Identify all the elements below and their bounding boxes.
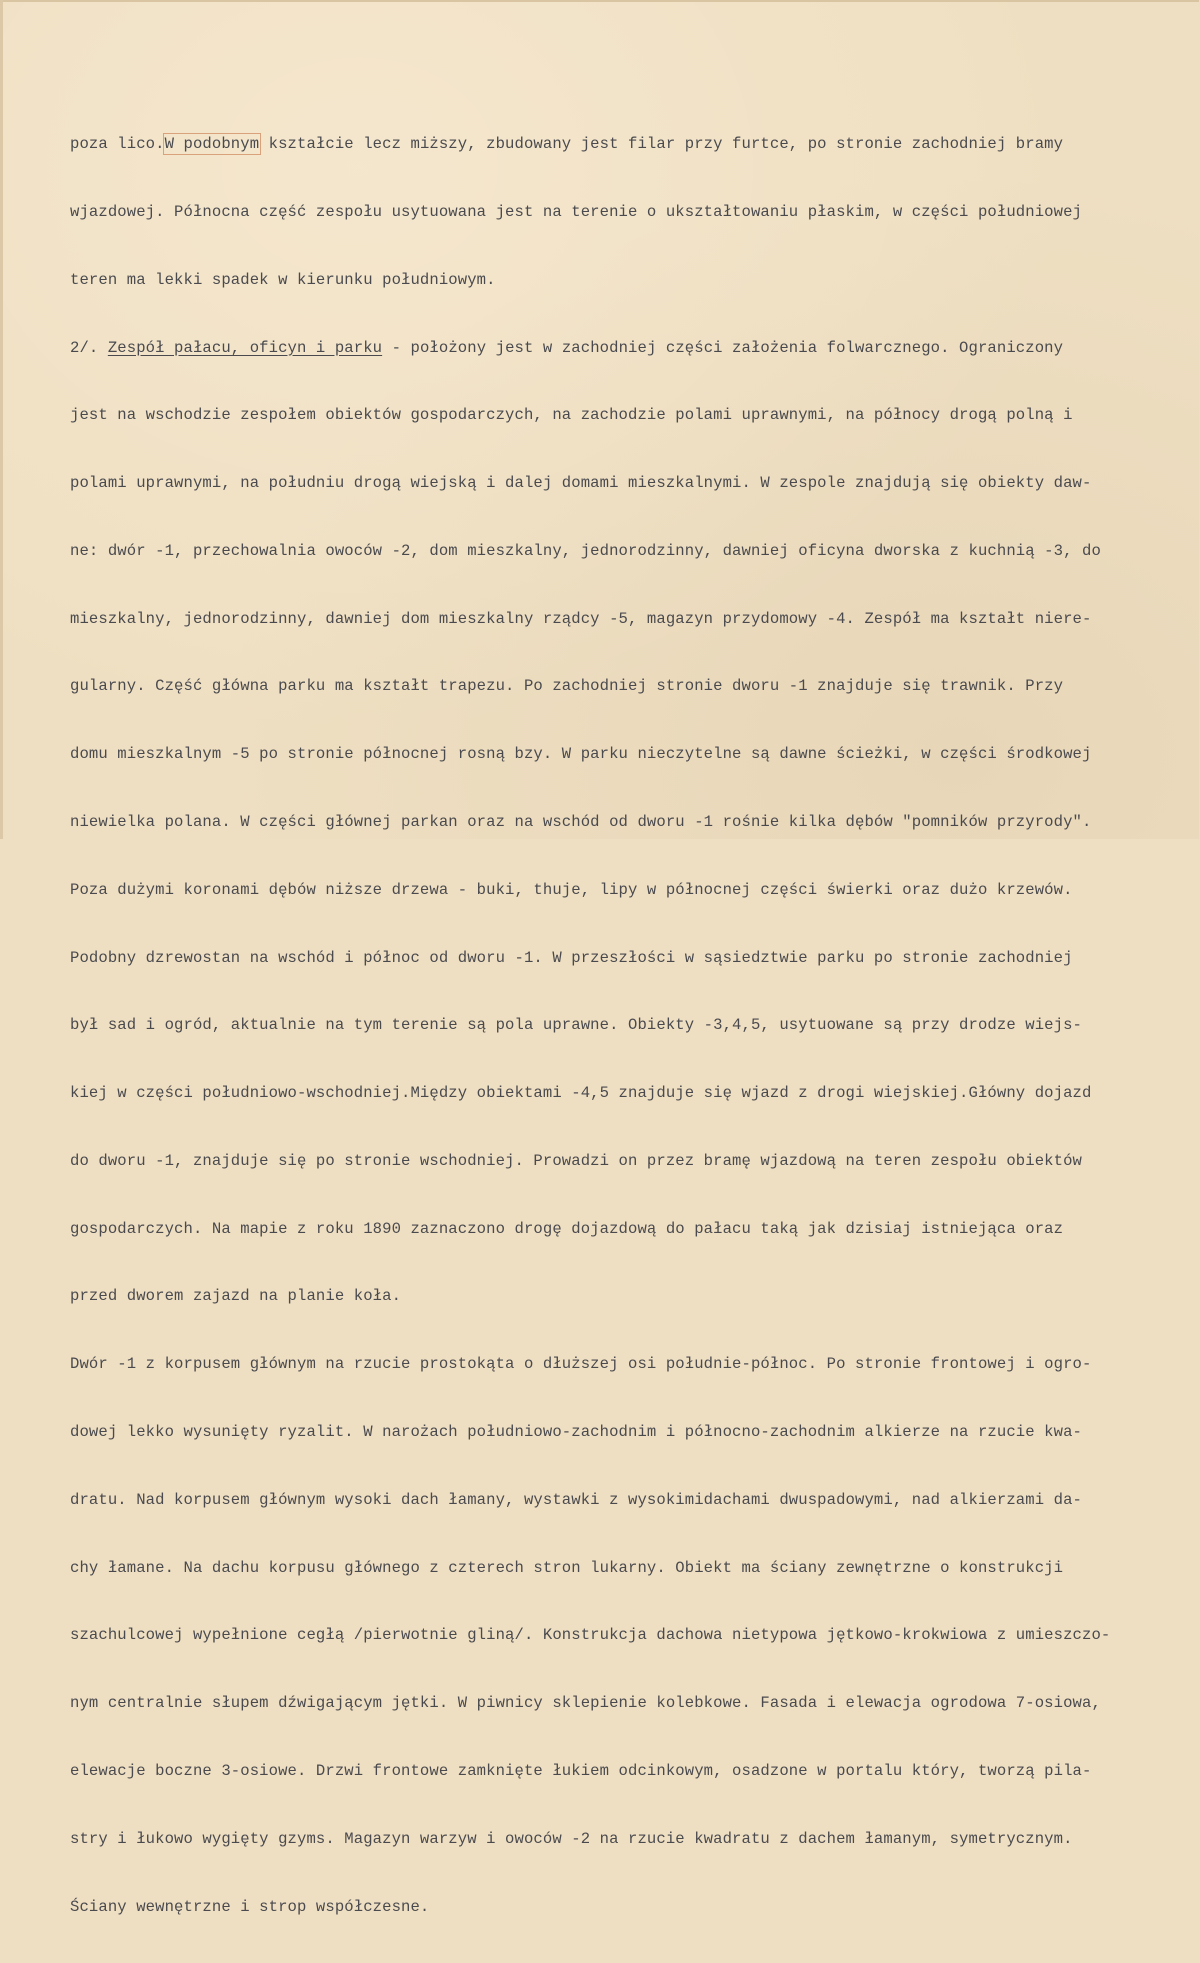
text-line-1	[70, 133, 1200, 156]
highlighted-phrase: W podobnym	[164, 135, 260, 154]
section-number: 2/.	[70, 338, 108, 357]
text-line-10: domu mieszkalnym -5 po stronie północnej rosną bzy. W parku nieczytelne są dawne ścieżki, w części środkowej	[70, 745, 1092, 764]
text-line-2: wjazdowej. Północna część zespołu usytuowana jest na terenie o ukształtowaniu płaskim, w części południowej	[70, 202, 1082, 221]
text-line-26: stry i łukowo wygięty gzyms. Magazyn warzyw i owoców -2 na rzucie kwadratu z dachem łamanym, symetrycznym.	[70, 1829, 1073, 1848]
text-line-23: szachulcowej wypełnione cegłą /pierwotnie gliną/. Konstrukcja dachowa nietypowa jętkowo-krokwiowa z umieszczo-	[70, 1626, 1111, 1645]
page-top-edge	[0, 0, 1199, 2]
text-line-20: dowej lekko wysunięty ryzalit. W narożach południowo-zachodnim i północno-zachodnim alkierze na rzucie kwa-	[70, 1423, 1082, 1442]
text-line-25: elewacje boczne 3-osiowe. Drzwi frontowe zamknięte łukiem odcinkowym, osadzone w portalu który, tworzą pila-	[70, 1761, 1092, 1780]
text-line-16: do dworu -1, znajduje się po stronie wschodniej. Prowadzi on przez bramę wjazdową na teren zespołu obiektów	[70, 1151, 1082, 1170]
line-1-end: kształcie lecz miższy, zbudowany jest filar przy furtce, po stronie zachodniej bramy	[259, 135, 1064, 154]
text-line-3: teren ma lekki spadek w kierunku południowym.	[70, 270, 496, 289]
text-line-6: polami uprawnymi, na południu drogą wiejską i dalej domami mieszkalnymi. W zespole znajdują się obiekty daw-	[70, 474, 1092, 493]
text-line-11: niewielka polana. W części głównej parkan oraz na wschód od dworu -1 rośnie kilka dębów "pomników przyrody".	[70, 813, 1092, 831]
page-left-edge	[0, 0, 3, 839]
text-line-22: chy łamane. Na dachu korpusu głównego z czterech stron lukarny. Obiekt ma ściany zewnętrzne o konstrukcji	[70, 1558, 1064, 1577]
text-line-19: Dwór -1 z korpusem głównym na rzucie prostokąta o dłuższej osi południe-północ. Po stronie frontowej i ogro-	[70, 1355, 1092, 1374]
text-line-14: był sad i ogród, aktualnie na tym terenie są pola uprawne. Obiekty -3,4,5, usytuowane są przy drodze wiejs-	[70, 1016, 1082, 1035]
text-line-4	[70, 337, 1200, 360]
line-4-end: - położony jest w zachodniej części założenia folwarcznego. Ograniczony	[382, 338, 1064, 357]
section-heading: Zespół pałacu, oficyn i parku	[107, 338, 383, 357]
text-line-24: nym centralnie słupem dźwigającym jętki. W piwnicy sklepienie kolebkowe. Fasada i elewacja ogrodowa 7-osiowa,	[70, 1694, 1101, 1713]
text-line-5: jest na wschodzie zespołem obiektów gospodarczych, na zachodzie polami uprawnymi, na północy drogą polną i	[70, 406, 1073, 425]
text-line-17: gospodarczych. Na mapie z roku 1890 zaznaczono drogę dojazdową do pałacu taką jak dzisiaj istniejąca oraz	[70, 1219, 1064, 1238]
text-line-8: mieszkalny, jednorodzinny, dawniej dom mieszkalny rządcy -5, magazyn przydomowy -4. Zespół ma kształt niere-	[70, 609, 1092, 628]
text-line-15: kiej w części południowo-wschodniej.Między obiektami -4,5 znajduje się wjazd z drogi wiejskiej.Główny dojazd	[70, 1084, 1092, 1103]
text-line-27: Ściany wewnętrzne i strop współczesne.	[70, 1897, 430, 1916]
text-line-7: ne: dwór -1, przechowalnia owoców -2, dom mieszkalny, jednorodzinny, dawniej oficyna dworska z kuchnią -3, do	[70, 541, 1101, 560]
line-1-start: poza lico.	[70, 135, 165, 154]
text-line-9: gularny. Część główna parku ma kształt trapezu. Po zachodniej stronie dworu -1 znajduje się trawnik. Przy	[70, 677, 1064, 696]
document-text	[70, 88, 1200, 1963]
text-line-21: dratu. Nad korpusem głównym wysoki dach łamany, wystawki z wysokimidachami dwuspadowymi, nad alkierzami da-	[70, 1490, 1082, 1509]
text-line-13: Podobny dzrewostan na wschód i północ od dworu -1. W przeszłości w sąsiedztwie parku po stronie zachodniej	[70, 948, 1073, 967]
text-line-12: Poza dużymi koronami dębów niższe drzewa - buki, thuje, lipy w północnej części świerki oraz dużo krzewów.	[70, 880, 1073, 899]
text-line-18: przed dworem zajazd na planie koła.	[70, 1287, 402, 1306]
